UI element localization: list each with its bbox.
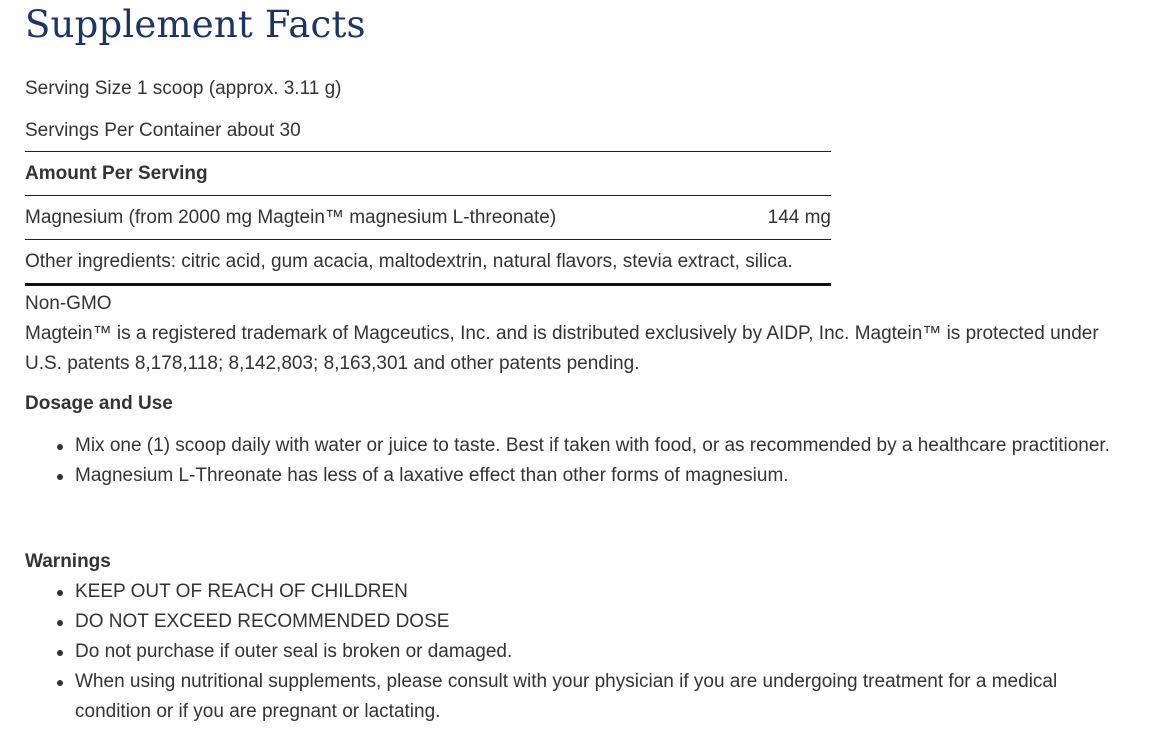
notes-section (25, 289, 1110, 379)
list-item: KEEP OUT OF REACH OF CHILDREN (75, 577, 1125, 607)
other-ingredients-text: Other ingredients: citric acid, gum acacia, maltodextrin, natural flavors, stevia extract, silica. (25, 250, 793, 272)
page-title: Supplement Facts (25, 3, 366, 46)
amount-per-serving-header: Amount Per Serving (25, 162, 208, 184)
ingredient-amount: 144 mg (767, 206, 831, 228)
list-item: Mix one (1) scoop daily with water or juice to taste. Best if taken with food, or as recommended by a healthcare practitioner. (75, 431, 1110, 461)
servings-per-container-text: Servings Per Container about 30 (25, 119, 301, 141)
warnings-section (25, 547, 1125, 727)
warnings-heading: Warnings (25, 551, 111, 572)
list-item: Magnesium L-Threonate has less of a laxative effect than other forms of magnesium. (75, 461, 1110, 491)
non-gmo-text: Non-GMO (25, 293, 112, 314)
dosage-section (25, 389, 1110, 491)
dosage-heading: Dosage and Use (25, 393, 173, 414)
warnings-list (25, 577, 1125, 727)
list-item: When using nutritional supplements, please consult with your physician if you are undergoing treatment for a medical condition or if you are pregnant or lactating. (75, 667, 1125, 727)
servings-per-container-row (25, 110, 831, 152)
trademark-text: Magtein™ is a registered trademark of Magceutics, Inc. and is distributed exclusively by AIDP, Inc. Magtein™ is protected under U.S. patents 8,178,118; 8,142,803; 8,163,301 and other patents pending. (25, 323, 1099, 374)
facts-table (25, 68, 831, 286)
ingredient-name: Magnesium (from 2000 mg Magtein™ magnesium L-threonate) (25, 206, 557, 228)
ingredient-row (25, 196, 831, 240)
list-item: Do not purchase if outer seal is broken or damaged. (75, 637, 1125, 667)
list-item: DO NOT EXCEED RECOMMENDED DOSE (75, 607, 1125, 637)
serving-size-row (25, 68, 831, 110)
serving-size-text: Serving Size 1 scoop (approx. 3.11 g) (25, 78, 342, 99)
dosage-list (25, 431, 1110, 491)
other-ingredients-row (25, 240, 831, 286)
amount-per-serving-row (25, 152, 831, 196)
